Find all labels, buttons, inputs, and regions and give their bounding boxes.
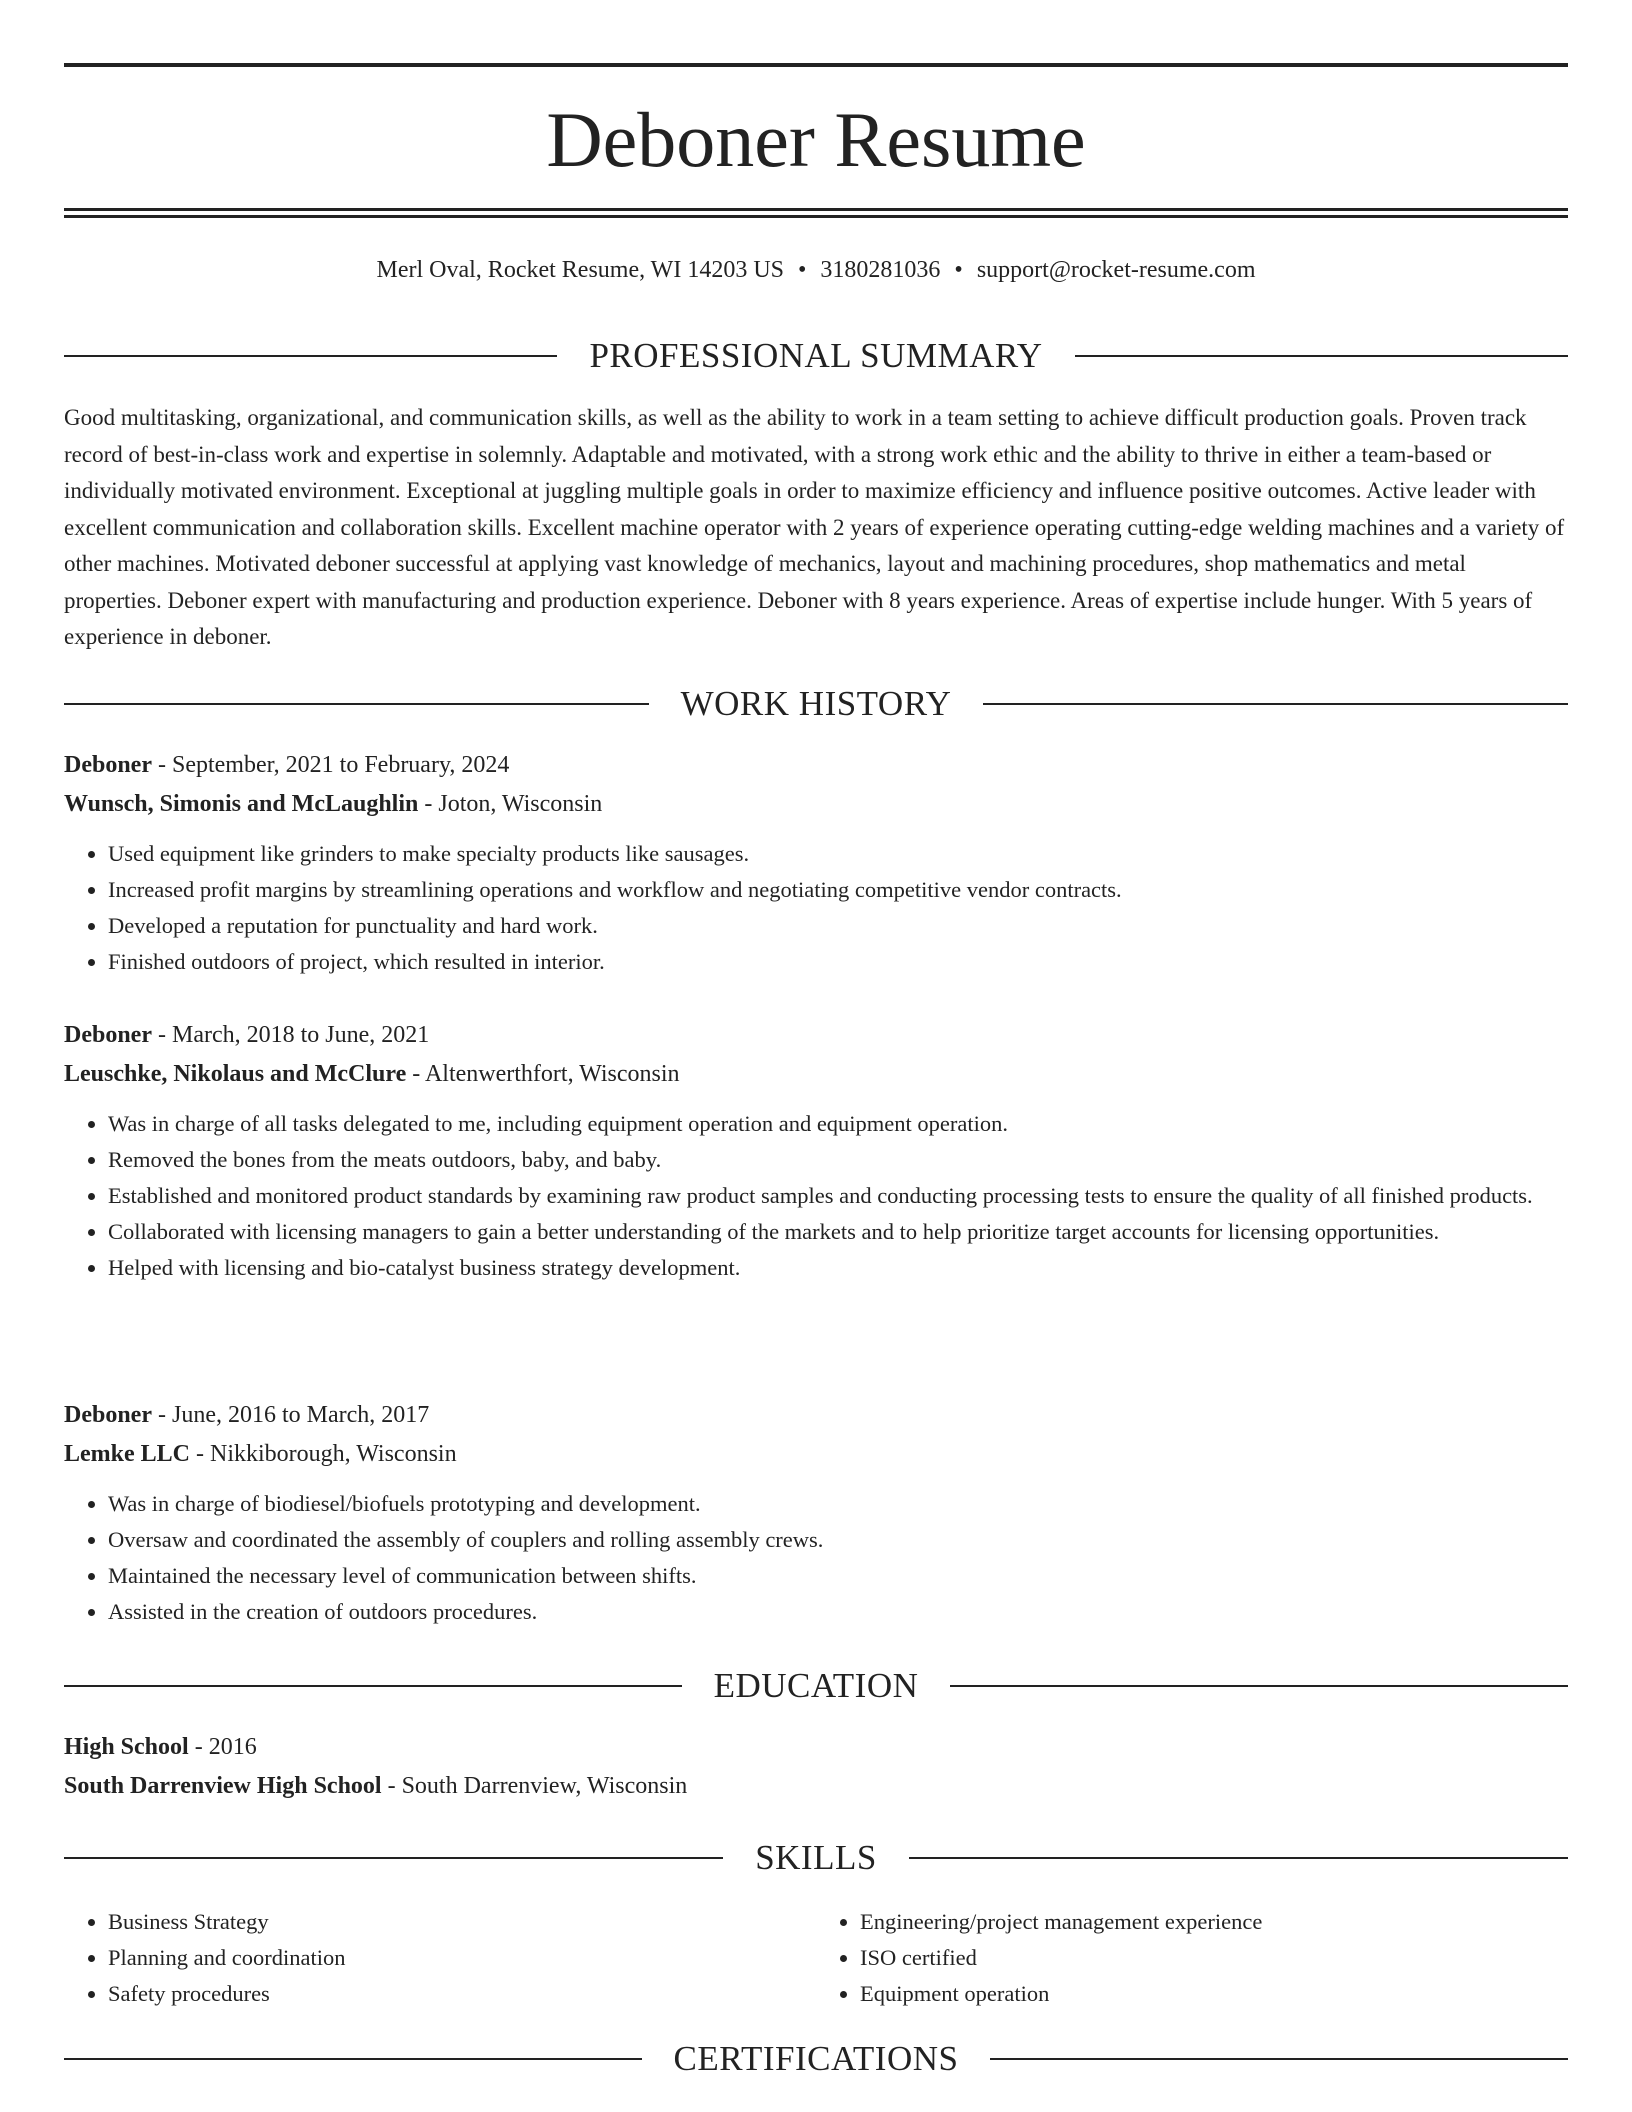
section-header-skills <box>64 1836 1568 1880</box>
list-item: • Was in charge of all tasks delegated to me, including equipment operation and equipment operation. <box>108 1106 1568 1142</box>
list-item: • Equipment operation <box>860 1976 1568 2012</box>
job-company-line <box>64 1435 1568 1474</box>
job-bullets <box>64 836 1568 980</box>
job-company-line <box>64 785 1568 824</box>
contact-email: support@rocket-resume.com <box>976 257 1256 283</box>
summary-text: Good multitasking, organizational, and communication skills, as well as the ability to work in a team setting to achieve difficult production goals. Proven track record of best-in-class work and expertise in solemnly. Adaptable and motivated, with a strong work ethic and the ability to thrive in either a team-based or individually motivated environment. Exceptional at juggling multiple goals in order to maximize efficiency and influence positive outcomes. Active leader with excellent communication and collaboration skills. Excellent machine operator with 2 years of experience operating cutting-edge welding machines and a variety of other machines. Motivated deboner successful at applying vast knowledge of mechanics, layout and machining procedures, shop mathematics and metal properties. Deboner expert with manufacturing and production experience. Deboner with 8 years experience. Areas of expertise include hunger. With 5 years of experience in deboner. <box>64 405 1565 649</box>
list-item: • Oversaw and coordinated the assembly of couplers and rolling assembly crews. <box>108 1522 1568 1558</box>
contact-line <box>64 254 1568 286</box>
section-rule <box>64 2058 642 2060</box>
list-item: • Safety procedures <box>108 1976 816 2012</box>
list-item: • Established and monitored product standards by examining raw product samples and conducting processing tests to ensure the quality of all finished products. <box>108 1178 1568 1214</box>
job-location: - Joton, Wisconsin <box>418 791 603 817</box>
job-role: Deboner <box>64 752 152 778</box>
job-company-line <box>64 1055 1568 1094</box>
education-location: - South Darrenview, Wisconsin <box>381 1773 688 1799</box>
contact-phone: 3180281036 <box>820 257 941 283</box>
contact-separator: • <box>954 257 963 283</box>
list-item: • Business Strategy <box>108 1904 816 1940</box>
job-dates: - March, 2018 to June, 2021 <box>151 1022 430 1048</box>
section-rule <box>64 1685 682 1687</box>
contact-separator: • <box>798 257 807 283</box>
skills-list <box>64 1904 1568 2012</box>
section-header-work-history <box>64 682 1568 726</box>
job-role: Deboner <box>64 1022 152 1048</box>
job-title-line <box>64 1396 1568 1435</box>
section-title: EDUCATION <box>713 1666 919 1705</box>
skills-column-right <box>816 1904 1568 2012</box>
top-rule <box>64 63 1568 67</box>
section-rule <box>983 703 1568 705</box>
section-header-education <box>64 1664 1568 1708</box>
education-degree-line <box>64 1728 1568 1767</box>
list-item: • Finished outdoors of project, which resulted in interior. <box>108 944 1568 980</box>
job-company: Wunsch, Simonis and McLaughlin <box>64 791 419 817</box>
section-rule <box>64 1857 723 1859</box>
list-item: • Helped with licensing and bio-catalyst business strategy development. <box>108 1250 1568 1286</box>
education-year: - 2016 <box>188 1734 257 1760</box>
job-role: Deboner <box>64 1402 152 1428</box>
job-company: Leuschke, Nikolaus and McClure <box>64 1061 407 1087</box>
section-rule <box>64 703 649 705</box>
list-item: • Increased profit margins by streamlining operations and workflow and negotiating competitive vendor contracts. <box>108 872 1568 908</box>
job-title-line <box>64 746 1568 785</box>
section-title: CERTIFICATIONS <box>673 2039 959 2078</box>
skills-column-left <box>64 1904 816 2012</box>
list-item: • Developed a reputation for punctuality and hard work. <box>108 908 1568 944</box>
job-location: - Altenwerthfort, Wisconsin <box>406 1061 680 1087</box>
list-item: • Collaborated with licensing managers to gain a better understanding of the markets and to help prioritize target accounts for licensing opportunities. <box>108 1214 1568 1250</box>
section-rule <box>64 355 557 357</box>
job-company: Lemke LLC <box>64 1441 190 1467</box>
job-entry <box>64 746 1568 980</box>
section-rule <box>950 1685 1568 1687</box>
list-item: • ISO certified <box>860 1940 1568 1976</box>
education-entry <box>64 1728 1568 1806</box>
list-item: • Assisted in the creation of outdoors procedures. <box>108 1594 1568 1630</box>
list-item: • Planning and coordination <box>108 1940 816 1976</box>
section-title: PROFESSIONAL SUMMARY <box>589 336 1043 375</box>
education-school: South Darrenview High School <box>64 1773 382 1799</box>
job-entry <box>64 1016 1568 1286</box>
section-rule <box>1075 355 1568 357</box>
job-location: - Nikkiborough, Wisconsin <box>190 1441 457 1467</box>
education-school-line <box>64 1767 1568 1806</box>
education-degree: High School <box>64 1734 189 1760</box>
title-double-rule <box>64 208 1568 218</box>
job-title-line <box>64 1016 1568 1055</box>
list-item: • Removed the bones from the meats outdoors, baby, and baby. <box>108 1142 1568 1178</box>
section-rule <box>909 1857 1568 1859</box>
list-item: • Was in charge of biodiesel/biofuels prototyping and development. <box>108 1486 1568 1522</box>
job-entry <box>64 1396 1568 1630</box>
job-dates: - June, 2016 to March, 2017 <box>151 1402 430 1428</box>
page-title: Deboner Resume <box>546 96 1086 183</box>
job-dates: - September, 2021 to February, 2024 <box>151 752 510 778</box>
section-title: SKILLS <box>755 1838 877 1877</box>
job-bullets <box>64 1486 1568 1630</box>
list-item: • Used equipment like grinders to make specialty products like sausages. <box>108 836 1568 872</box>
job-bullets <box>64 1106 1568 1286</box>
section-rule <box>990 2058 1568 2060</box>
list-item: • Maintained the necessary level of communication between shifts. <box>108 1558 1568 1594</box>
section-header-summary <box>64 334 1568 378</box>
contact-address: Merl Oval, Rocket Resume, WI 14203 US <box>376 257 784 283</box>
section-header-certifications <box>64 2037 1568 2081</box>
section-title: WORK HISTORY <box>680 684 952 723</box>
list-item: • Engineering/project management experience <box>860 1904 1568 1940</box>
